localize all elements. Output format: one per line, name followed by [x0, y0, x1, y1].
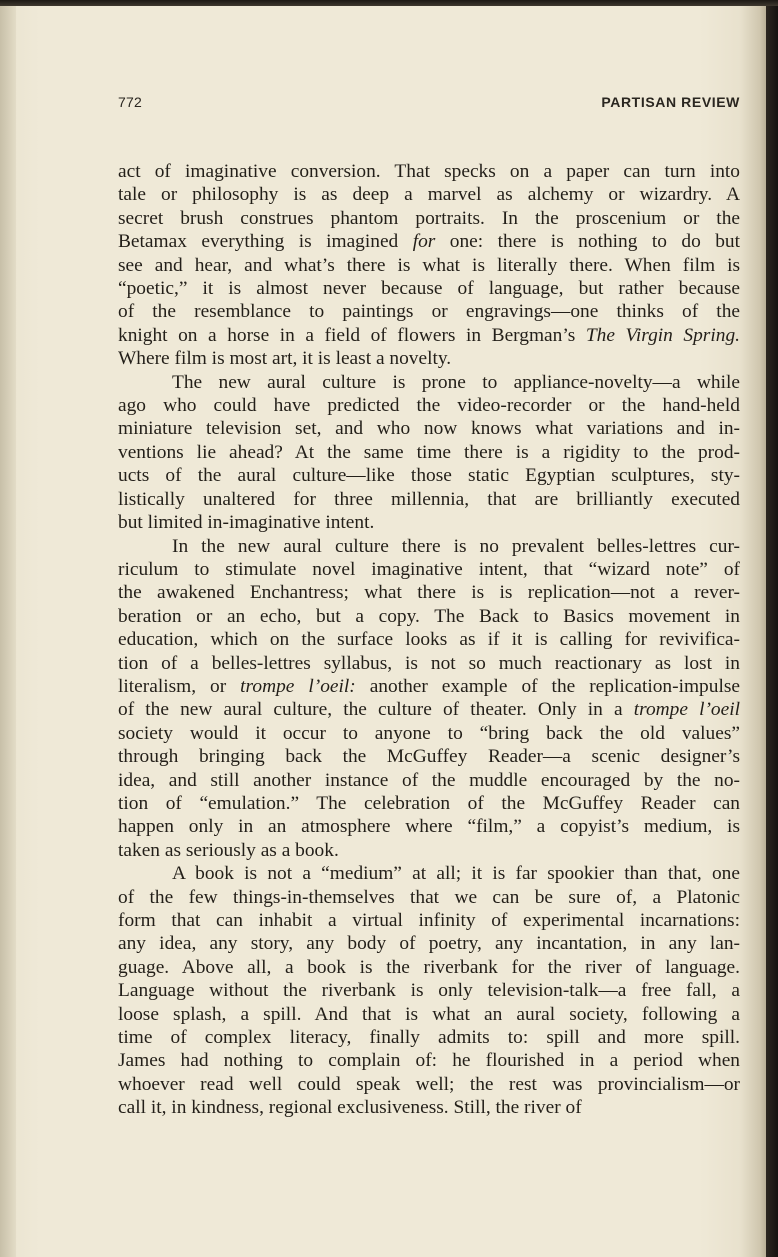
- text-run: loose splash, a spill. And that is what an aural society, following a: [118, 1003, 740, 1025]
- text-run: any idea, any story, any body of poetry, any incantation, in any lan-: [118, 933, 740, 955]
- text-run: “poetic,” it is almost never because of language, but rather because: [118, 278, 740, 300]
- text-run: society would it occur to anyone to “bring back the old values”: [118, 722, 740, 744]
- text-run: In the new aural culture there is no prevalent belles-lettres cur-: [172, 535, 740, 557]
- text-run: form that can inhabit a virtual infinity of experimental incarnations:: [118, 910, 740, 931]
- text-line: [118, 862, 740, 885]
- italic-run: for: [412, 231, 436, 253]
- text-run: but limited in-imaginative intent.: [118, 512, 375, 534]
- text-line: [118, 932, 740, 955]
- text-line: [118, 886, 740, 909]
- text-line: [118, 230, 740, 253]
- text-line: [118, 1096, 740, 1119]
- text-line: [118, 277, 740, 300]
- text-line: [118, 160, 740, 183]
- text-line: [118, 441, 740, 464]
- text-run: tion of a belles-lettres syllabus, is not so much reactionary as lost in: [118, 652, 740, 674]
- text-line: [118, 792, 740, 815]
- text-line: [118, 464, 740, 487]
- text-line: [118, 815, 740, 838]
- text-line: [118, 1026, 740, 1049]
- text-line: [118, 1073, 740, 1096]
- text-line: [118, 722, 740, 745]
- text-run: the awakened Enchantress; what there is is replication—not a rever-: [118, 582, 740, 604]
- text-line: [118, 371, 740, 394]
- paragraph: [118, 535, 740, 863]
- text-run: ucts of the aural culture—like those static Egyptian sculptures, sty-: [118, 465, 740, 487]
- text-line: [118, 300, 740, 323]
- text-line: [118, 698, 740, 721]
- text-run: A book is not a “medium” at all; it is far spookier than that, one: [172, 863, 740, 885]
- text-run: taken as seriously as a book.: [118, 839, 339, 861]
- text-line: [118, 745, 740, 768]
- text-run: guage. Above all, a book is the riverbank for the river of language.: [118, 956, 740, 978]
- text-line: [118, 839, 740, 862]
- text-run: act of imaginative conversion. That specks on a paper can turn into: [118, 161, 740, 182]
- text-run: Betamax everything is imagined: [118, 231, 413, 253]
- text-line: [118, 581, 740, 604]
- text-line: [118, 347, 740, 370]
- page-edge-shadow: [766, 6, 778, 1257]
- text-run: miniature television set, and who now knows what variations and in-: [118, 418, 740, 440]
- paragraph: [118, 371, 740, 535]
- text-run: listically unaltered for three millennia, that are brilliantly executed: [118, 488, 740, 510]
- text-line: [118, 769, 740, 792]
- text-line: [118, 979, 740, 1002]
- paragraph: [118, 862, 740, 1119]
- text-line: [118, 628, 740, 651]
- text-line: [118, 956, 740, 979]
- text-line: [118, 909, 740, 932]
- text-run: knight on a horse in a field of flowers in Bergman’s: [118, 324, 586, 346]
- text-run: tion of “emulation.” The celebration of the McGuffey Reader can: [118, 792, 740, 814]
- text-line: [118, 1003, 740, 1026]
- text-line: [118, 488, 740, 511]
- text-run: riculum to stimulate novel imaginative intent, that “wizard note” of: [118, 558, 740, 580]
- text-run: one: there is nothing to do but: [435, 231, 740, 253]
- text-run: time of complex literacy, finally admits to: spill and more spill.: [118, 1027, 740, 1049]
- text-run: whoever read well could speak well; the rest was provincialism—or: [118, 1073, 740, 1095]
- text-line: [118, 207, 740, 230]
- text-run: through bringing back the McGuffey Reader—a scenic designer’s: [118, 746, 740, 768]
- text-run: literalism, or: [118, 675, 241, 697]
- text-run: beration or an echo, but a copy. The Back to Basics movement in: [118, 605, 740, 627]
- text-run: see and hear, and what’s there is what is literally there. When film is: [118, 254, 740, 276]
- text-run: of the resemblance to paintings or engravings—one thinks of the: [118, 301, 740, 323]
- text-run: tale or philosophy is as deep a marvel as alchemy or wizardry. A: [118, 184, 740, 206]
- text-line: [118, 675, 740, 698]
- italic-run: trompe l’oeil:: [240, 675, 356, 697]
- text-line: [118, 605, 740, 628]
- paragraph: [118, 160, 740, 371]
- text-line: [118, 394, 740, 417]
- running-head: [118, 94, 740, 116]
- italic-run: The Virgin Spring.: [585, 324, 740, 346]
- text-line: [118, 652, 740, 675]
- italic-run: trompe l’oeil: [633, 699, 740, 721]
- text-line: [118, 511, 740, 534]
- text-run: idea, and still another instance of the muddle encouraged by the no-: [118, 769, 740, 791]
- text-run: The new aural culture is prone to appliance-novelty—a while: [172, 371, 740, 393]
- page-gutter: [0, 6, 16, 1257]
- article-body: [118, 160, 740, 1120]
- text-run: education, which on the surface looks as if it is calling for revivifica-: [118, 629, 740, 651]
- text-run: secret brush construes phantom portraits. In the proscenium or the: [118, 207, 740, 229]
- text-line: [118, 1049, 740, 1072]
- text-run: another example of the replication-impulse: [355, 675, 740, 697]
- text-line: [118, 254, 740, 277]
- text-line: [118, 183, 740, 206]
- text-line: [118, 324, 740, 347]
- text-line: [118, 535, 740, 558]
- text-run: Where film is most art, it is least a novelty.: [118, 348, 452, 370]
- text-run: of the few things-in-themselves that we can be sure of, a Platonic: [118, 886, 740, 908]
- text-line: [118, 558, 740, 581]
- page-number: 772: [118, 94, 142, 110]
- text-run: happen only in an atmosphere where “film,” a copyist’s medium, is: [118, 816, 740, 838]
- text-run: of the new aural culture, the culture of theater. Only in a: [118, 699, 634, 721]
- text-run: ago who could have predicted the video-recorder or the hand-held: [118, 395, 740, 417]
- text-run: call it, in kindness, regional exclusiveness. Still, the river of: [118, 1097, 582, 1119]
- text-run: ventions lie ahead? At the same time there is a rigidity to the prod-: [118, 441, 740, 463]
- text-line: [118, 417, 740, 440]
- text-run: James had nothing to complain of: he flourished in a period when: [118, 1050, 740, 1072]
- journal-title: PARTISAN REVIEW: [601, 94, 740, 110]
- text-run: Language without the riverbank is only television-talk—a free fall, a: [118, 980, 740, 1002]
